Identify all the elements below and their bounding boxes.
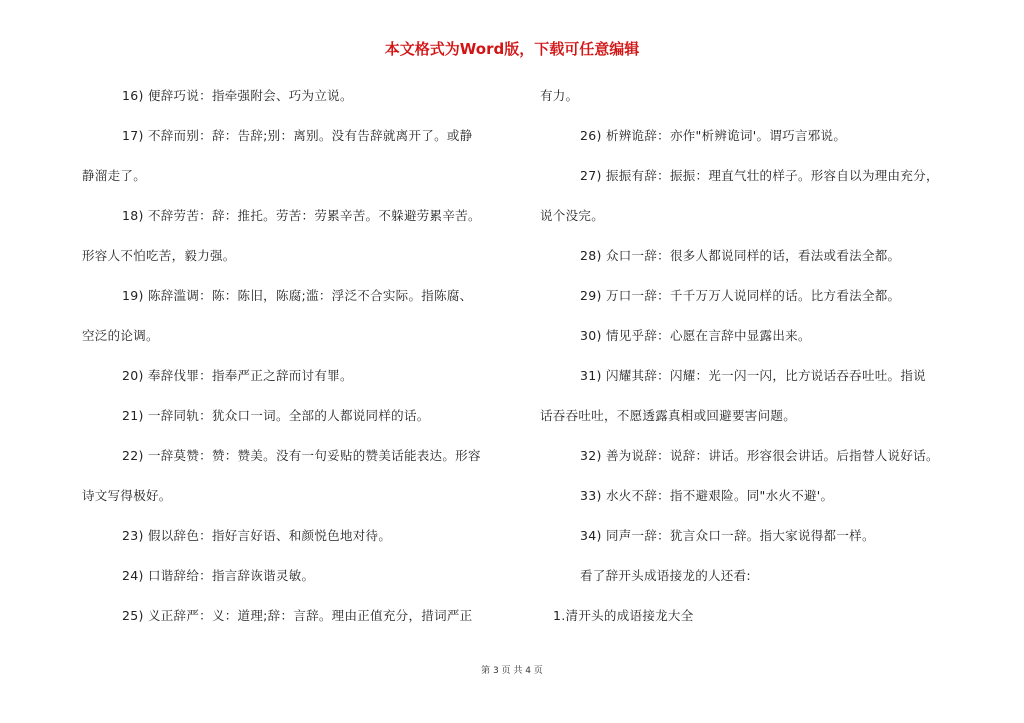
text-line: 说个没完。 xyxy=(540,208,605,223)
text-line: 话吞吞吐吐，不愿透露真相或回避要害问题。 xyxy=(540,408,797,423)
text-line: 17) 不辞而别：辞：告辞;别：离别。没有告辞就离开了。或静 xyxy=(122,128,473,143)
text-line: 29) 万口一辞：千千万万人说同样的话。比方看法全都。 xyxy=(580,288,901,303)
text-line: 25) 义正辞严：义：道理;辞：言辞。理由正值充分，措词严正 xyxy=(122,608,473,623)
text-line: 19) 陈辞滥调：陈：陈旧，陈腐;滥：浮泛不合实际。指陈腐、 xyxy=(122,288,473,303)
text-line: 形容人不怕吃苦，毅力强。 xyxy=(82,248,236,263)
text-line: 28) 众口一辞：很多人都说同样的话，看法或看法全都。 xyxy=(580,248,901,263)
text-line: 32) 善为说辞：说辞：讲话。形容很会讲话。后指替人说好话。 xyxy=(580,448,939,463)
text-line: 31) 闪耀其辞：闪耀：光一闪一闪，比方说话吞吞吐吐。指说 xyxy=(580,368,926,383)
text-line: 空泛的论调。 xyxy=(82,328,159,343)
text-line: 24) 口谐辞给：指言辞诙谐灵敏。 xyxy=(122,568,315,583)
text-line: 22) 一辞莫赞：赞：赞美。没有一句妥贴的赞美话能表达。形容 xyxy=(122,448,481,463)
text-line: 16) 便辞巧说：指牵强附会、巧为立说。 xyxy=(122,88,353,103)
related-link[interactable]: 1.清开头的成语接龙大全 xyxy=(553,608,694,623)
text-line: 20) 奉辞伐罪：指奉严正之辞而讨有罪。 xyxy=(122,368,353,383)
text-line: 30) 情见乎辞：心愿在言辞中显露出来。 xyxy=(580,328,811,343)
text-line: 33) 水火不辞：指不避艰险。同"水火不避'。 xyxy=(580,488,834,503)
text-line: 21) 一辞同轨：犹众口一词。全部的人都说同样的话。 xyxy=(122,408,430,423)
page-number: 第 3 页 共 4 页 xyxy=(481,666,543,676)
text-line: 23) 假以辞色：指好言好语、和颜悦色地对待。 xyxy=(122,528,392,543)
related-heading: 看了辞开头成语接龙的人还看: xyxy=(580,568,751,583)
text-line: 诗文写得极好。 xyxy=(82,488,172,503)
text-line: 26) 析辨诡辞：亦作"析辨诡词'。谓巧言邪说。 xyxy=(580,128,847,143)
text-line: 27) 振振有辞：振振：理直气壮的样子。形容自以为理由充分， xyxy=(580,168,939,183)
text-line: 18) 不辞劳苦：辞：推托。劳苦：劳累辛苦。不躲避劳累辛苦。 xyxy=(122,208,481,223)
text-line: 34) 同声一辞：犹言众口一辞。指大家说得都一样。 xyxy=(580,528,875,543)
text-line: 静溜走了。 xyxy=(82,168,147,183)
document-header: 本文格式为Word版，下载可任意编辑 xyxy=(384,40,640,58)
text-line: 有力。 xyxy=(540,88,579,103)
